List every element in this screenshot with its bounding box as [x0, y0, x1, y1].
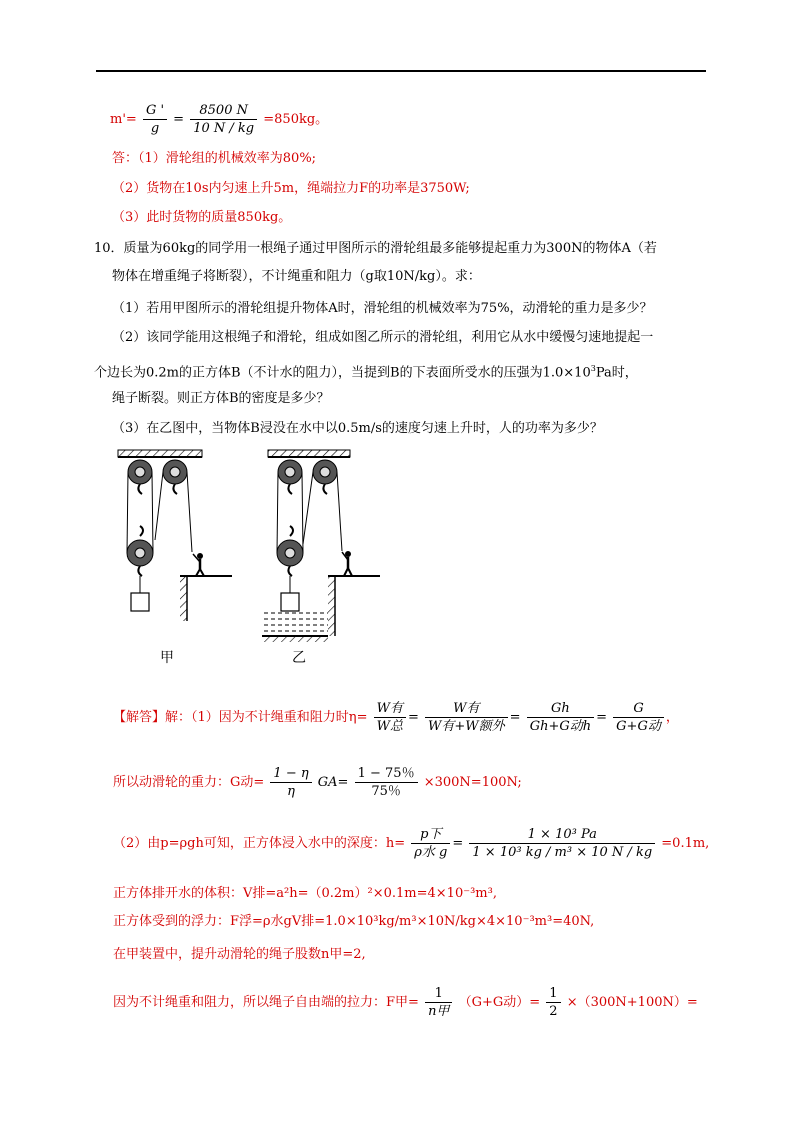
q10-line6: 绳子断裂。则正方体B的密度是多少？: [112, 391, 330, 406]
solution-step3: （2）由p=ρgh可知，正方体浸入水中的深度：h= $\frac{\text{p下}}{\text{ρ水 g}}$ = $\frac{\text{1 × 10³ Pa}}{\text{1 × 10³ kg / m³ × 10 N / kg}}$ =0.1m,: [113, 827, 710, 860]
solution-step4: 正方体排开水的体积：V排=a²h=（0.2m）²×0.1m=4×10⁻³m³,: [113, 886, 497, 901]
solution-step2: 所以动滑轮的重力：G动= $\frac{1 - \eta}{\eta}$ GA= $\frac{1 - 75\%}{75\%}$ ×300N=100N;: [113, 766, 522, 799]
q10-line2: 物体在增重绳子将断裂），不计绳重和阻力（g取10N/kg）。求：: [112, 269, 481, 284]
mass-formula: m'= $\frac{G '}{g}$ = $\frac{8500 N}{10 N / kg}$ =850kg。: [110, 103, 329, 136]
answer-2: （2）货物在10s内匀速上升5m，绳端拉力F的功率是3750W;: [112, 181, 470, 196]
q10-line3: （1）若用甲图所示的滑轮组提升物体A时，滑轮组的机械效率为75%，动滑轮的重力是多少？: [112, 301, 653, 316]
header-rule: [96, 70, 706, 72]
frac-num: G ': [143, 102, 167, 120]
q10-line5: 个边长为0.2m的正方体B（不计水的阻力），当提到B的下表面所受水的压强为$1.0\times 10^3Pa$时，: [94, 364, 638, 381]
label-jia: 甲: [160, 650, 174, 666]
solution-step6: 在甲装置中，提升动滑轮的绳子股数n甲=2,: [113, 947, 366, 962]
q10-line4: （2）该同学能用这根绳子和滑轮，组成如图乙所示的滑轮组，利用它从水中缓慢匀速地提起一: [112, 330, 654, 345]
solution-tag: 【解答】: [113, 710, 166, 725]
pulley-figure: [110, 448, 400, 673]
answer-3: （3）此时货物的质量850kg。: [112, 210, 292, 225]
solution-step7: 因为不计绳重和阻力，所以绳子自由端的拉力：F甲= $\frac{1}{\text{n甲}}$ （G+G动）= $\frac{1}{2}$ ×（300N+100N）=: [113, 986, 698, 1019]
answer-1: 答：（1）滑轮组的机械效率为80%;: [112, 151, 317, 166]
solution-step1: 【解答】解：（1）因为不计绳重和阻力时η= $\frac{\text{W有}}{\text{W总}}$ = $\frac{\text{W有}}{\text{W有+W额外}}$ = $\frac{Gh}{\text{Gh+G动h}}$ = $\frac{G}{\text{G+G动}}$ ，: [113, 701, 679, 734]
q10-line7: （3）在乙图中，当物体B浸没在水中以0.5m/s的速度匀速上升时，人的功率为多少？: [112, 421, 603, 436]
q10-line1: 10．质量为60kg的同学用一根绳子通过甲图所示的滑轮组最多能够提起重力为300N的物体A（若: [94, 241, 657, 256]
label-yi: 乙: [292, 650, 306, 666]
apparatus-jia: [118, 450, 232, 621]
solution-step5: 正方体受到的浮力：F浮=ρ水gV排=1.0×10³kg/m³×10N/kg×4×10⁻³m³=40N,: [113, 914, 595, 929]
apparatus-yi: [262, 450, 380, 642]
